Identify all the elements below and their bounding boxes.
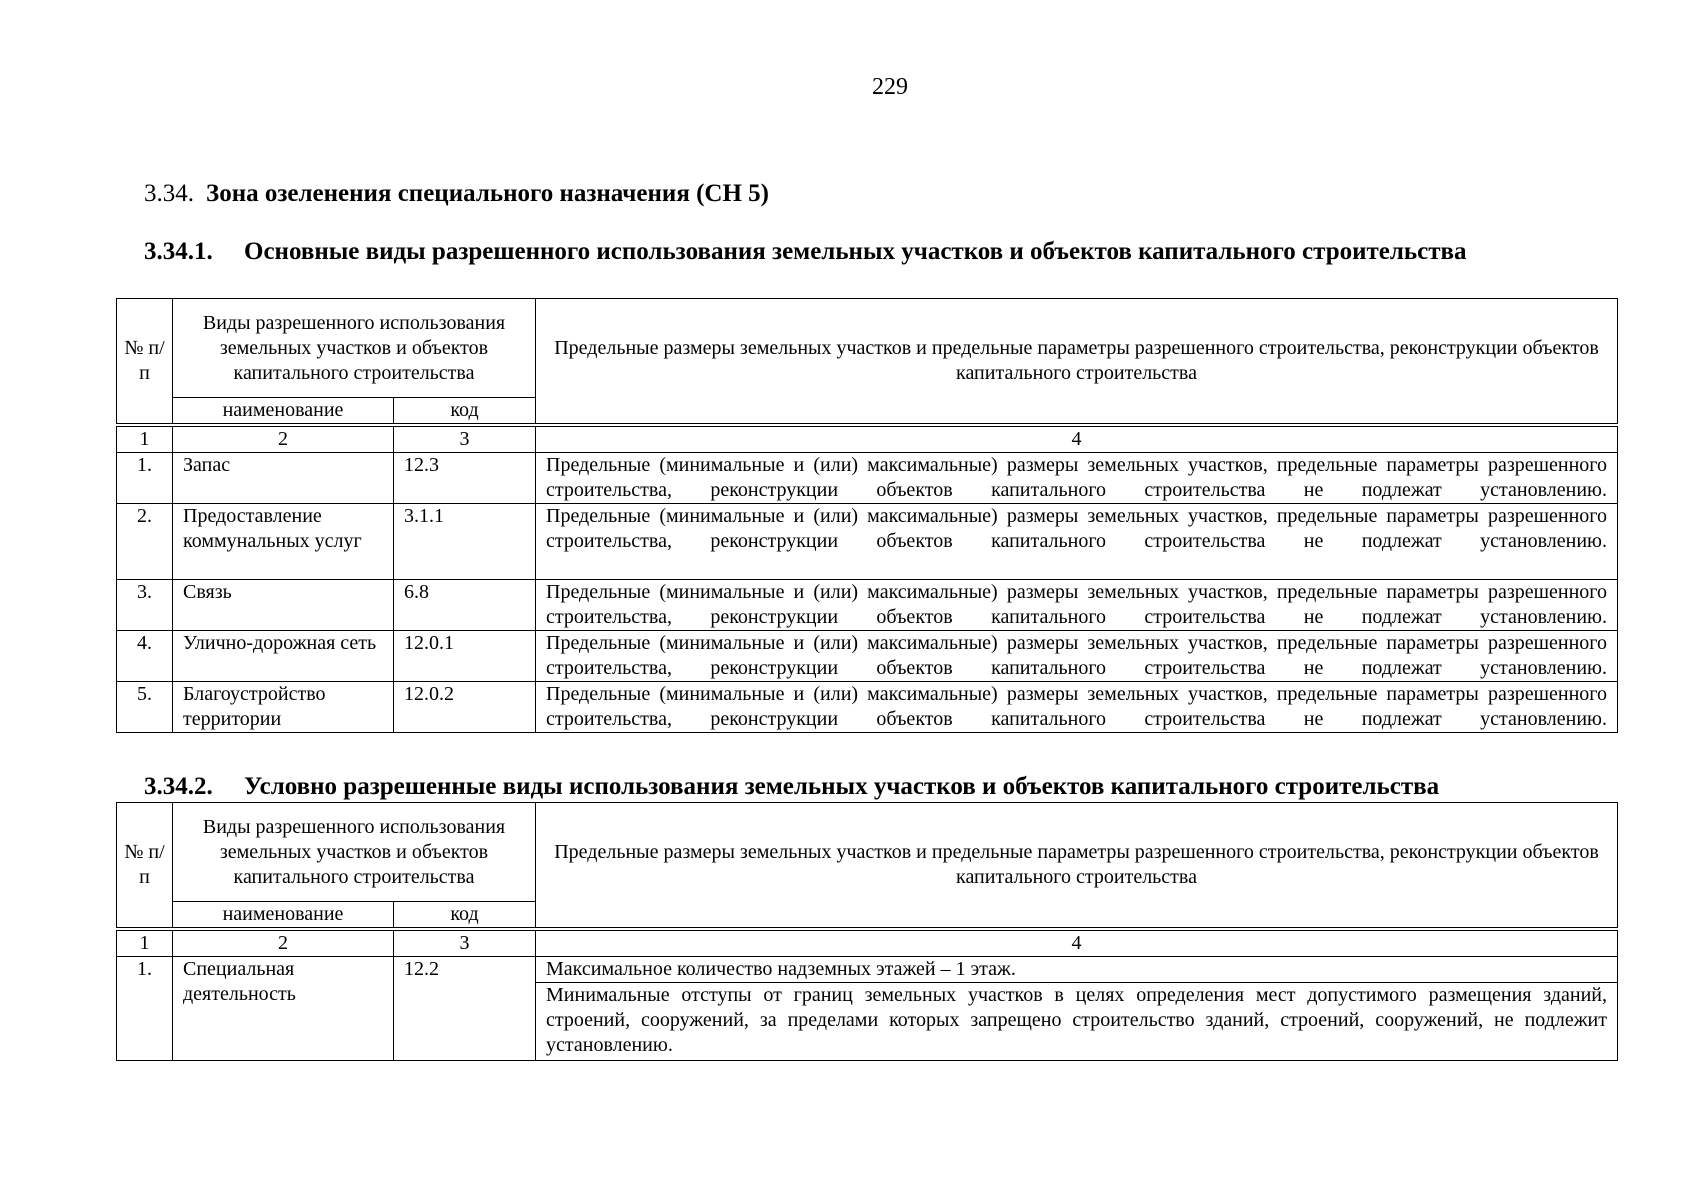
limits-text: Предельные (минимальные и (или) максимальные) размеры земельных участков, предельные параметры разрешенного строительства, реконструкции объектов капитального строительства не подлежат установлению. [536,682,1618,733]
limits-text: Предельные (минимальные и (или) максимальные) размеры земельных участков, предельные параметры разрешенного строительства, реконструкции объектов капитального строительства не подлежат установлению. [536,580,1618,631]
column-number: 2 [173,931,394,957]
zone-number: 3.34. [144,180,194,207]
column-number: 2 [173,427,394,453]
use-name: Предоставление коммунальных услуг [173,504,394,580]
use-code: 12.0.1 [394,631,536,682]
row-number: 4. [117,631,173,682]
header-col-name: наименование [173,398,394,424]
header-col-name: наименование [173,902,394,928]
use-code: 12.3 [394,453,536,504]
section-number: 3.34.1. [144,238,213,265]
row-number: 3. [117,580,173,631]
use-code: 12.0.2 [394,682,536,733]
limits-text: Минимальные отступы от границ земельных участков в целях определения мест допустимого размещения зданий, строений, сооружений, за пределами которых запрещено строительство зданий, строений, сооружений, не подлежит установлению. [536,983,1618,1061]
limits-text: Предельные (минимальные и (или) максимальные) размеры земельных участков, предельные параметры разрешенного строительства, реконструкции объектов капитального строительства не подлежат установлению. [536,631,1618,682]
column-number: 1 [117,931,173,957]
header-col-types: Виды разрешенного использования земельных участков и объектов капитального строительства [173,299,536,398]
section-number: 3.34.2. [144,773,213,800]
section-title: Условно разрешенные виды использования земельных участков и объектов капитального строительства [244,773,1440,800]
use-code: 6.8 [394,580,536,631]
use-name: Связь [173,580,394,631]
header-col-code: код [394,902,536,928]
table-row [117,580,1618,631]
row-number: 5. [117,682,173,733]
table-row [117,957,1618,983]
section-heading-main [144,236,1616,267]
header-col-num: № п/п [117,803,173,928]
table-row [117,504,1618,580]
section-heading-conditional [144,771,1616,802]
use-name: Специальная деятельность [173,957,394,1061]
main-uses-table [116,298,1618,733]
column-number: 3 [394,931,536,957]
table-row [117,453,1618,504]
row-number: 2. [117,504,173,580]
column-number: 4 [536,931,1618,957]
row-number: 1. [117,957,173,1061]
column-number: 1 [117,427,173,453]
page-number: 229 [872,74,908,100]
header-col-limits: Предельные размеры земельных участков и предельные параметры разрешенного строительства, реконструкции объектов капитального строительства [536,299,1618,424]
table-row [117,682,1618,733]
table-row [117,631,1618,682]
use-code: 3.1.1 [394,504,536,580]
header-col-num: № п/п [117,299,173,424]
use-name: Благоустройство территории [173,682,394,733]
header-col-limits: Предельные размеры земельных участков и предельные параметры разрешенного строительства, реконструкции объектов капитального строительства [536,803,1618,928]
use-name: Улично-дорожная сеть [173,631,394,682]
zone-title-text: Зона озеленения специального назначения (СН 5) [206,180,769,207]
column-number: 4 [536,427,1618,453]
column-number: 3 [394,427,536,453]
conditional-uses-table [116,802,1618,1061]
header-col-types: Виды разрешенного использования земельных участков и объектов капитального строительства [173,803,536,902]
row-number: 1. [117,453,173,504]
zone-title [144,180,769,208]
use-code: 12.2 [394,957,536,1061]
limits-text: Максимальное количество надземных этажей – 1 этаж. [536,957,1618,983]
section-title: Основные виды разрешенного использования земельных участков и объектов капитального строительства [244,238,1467,265]
limits-text: Предельные (минимальные и (или) максимальные) размеры земельных участков, предельные параметры разрешенного строительства, реконструкции объектов капитального строительства не подлежат установлению. [536,453,1618,504]
use-name: Запас [173,453,394,504]
limits-text: Предельные (минимальные и (или) максимальные) размеры земельных участков, предельные параметры разрешенного строительства, реконструкции объектов капитального строительства не подлежат установлению. [536,504,1618,580]
header-col-code: код [394,398,536,424]
